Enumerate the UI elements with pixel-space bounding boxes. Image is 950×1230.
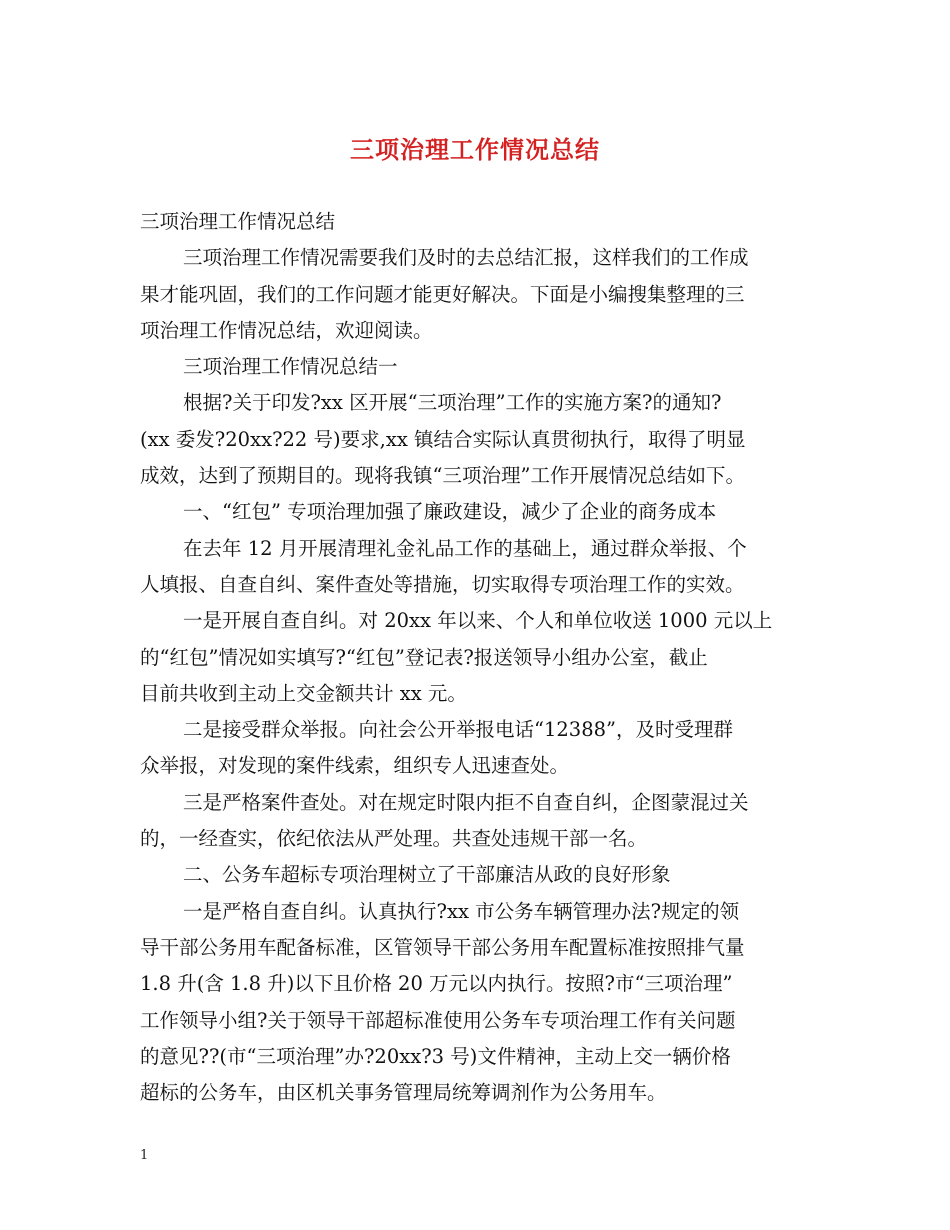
text-line: 目前共收到主动上交金额共计 xx 元。 <box>140 681 467 705</box>
text-line: 的意见??(市“三项治理”办?20xx?3 号)文件精神，主动上交一辆价格 <box>140 1044 731 1068</box>
text-line: 工作领导小组?关于领导干部超标准使用公务车专项治理工作有关问题 <box>140 1008 736 1032</box>
text-line: 一是开展自查自纠。对 20xx 年以来、个人和单位收送 1000 元以上 <box>183 609 773 633</box>
text-line: 二是接受群众举报。向社会公开举报电话“12388”，及时受理群 <box>183 718 733 742</box>
text-line: 三项治理工作情况需要我们及时的去总结汇报，这样我们的工作成 <box>183 246 749 270</box>
text-line: 超标的公务车，由区机关事务管理局统筹调剂作为公务用车。 <box>140 1081 667 1105</box>
text-line: 三项治理工作情况总结一 <box>183 355 398 379</box>
text-line: 二、公务车超标专项治理树立了干部廉洁从政的良好形象 <box>183 863 671 887</box>
document-title: 三项治理工作情况总结 <box>350 135 600 164</box>
text-line: 三是严格案件查处。对在规定时限内拒不自查自纠，企图蒙混过关 <box>183 790 749 814</box>
text-line: 成效，达到了预期目的。现将我镇“三项治理”工作开展情况总结如下。 <box>140 464 745 488</box>
text-line: (xx 委发?20xx?22 号)要求,xx 镇结合实际认真贯彻执行，取得了明显 <box>140 427 746 451</box>
text-line: 一是严格自查自纠。认真执行?xx 市公务车辆管理办法?规定的领 <box>183 899 740 923</box>
text-line: 项治理工作情况总结，欢迎阅读。 <box>140 318 433 342</box>
text-line: 在去年 12 月开展清理礼金礼品工作的基础上，通过群众举报、个 <box>183 536 747 560</box>
text-line: 根据?关于印发?xx 区开展“三项治理”工作的实施方案?的通知? <box>183 391 722 415</box>
text-line: 的“红包”情况如实填写?“红包”登记表?报送领导小组办公室，截止 <box>140 645 708 669</box>
text-line: 的，一经查实，依纪依法从严处理。共查处违规干部一名。 <box>140 827 648 851</box>
document-body <box>140 204 818 1111</box>
text-line: 1.8 升(含 1.8 升)以下且价格 20 万元以内执行。按照?市“三项治理” <box>140 972 733 996</box>
text-line: 人填报、自查自纠、案件查处等措施，切实取得专项治理工作的实效。 <box>140 572 745 596</box>
text-line: 果才能巩固，我们的工作问题才能更好解决。下面是小编搜集整理的三 <box>140 282 745 306</box>
page-number: 1 <box>140 1148 149 1163</box>
text-line: 众举报，对发现的案件线索，组织专人迅速查处。 <box>140 754 570 778</box>
text-line: 导干部公务用车配备标准，区管领导干部公务用车配置标准按照排气量 <box>140 935 745 959</box>
text-line: 三项治理工作情况总结 <box>140 210 336 233</box>
text-line: 一、“红包” 专项治理加强了廉政建设，减少了企业的商务成本 <box>183 500 717 524</box>
